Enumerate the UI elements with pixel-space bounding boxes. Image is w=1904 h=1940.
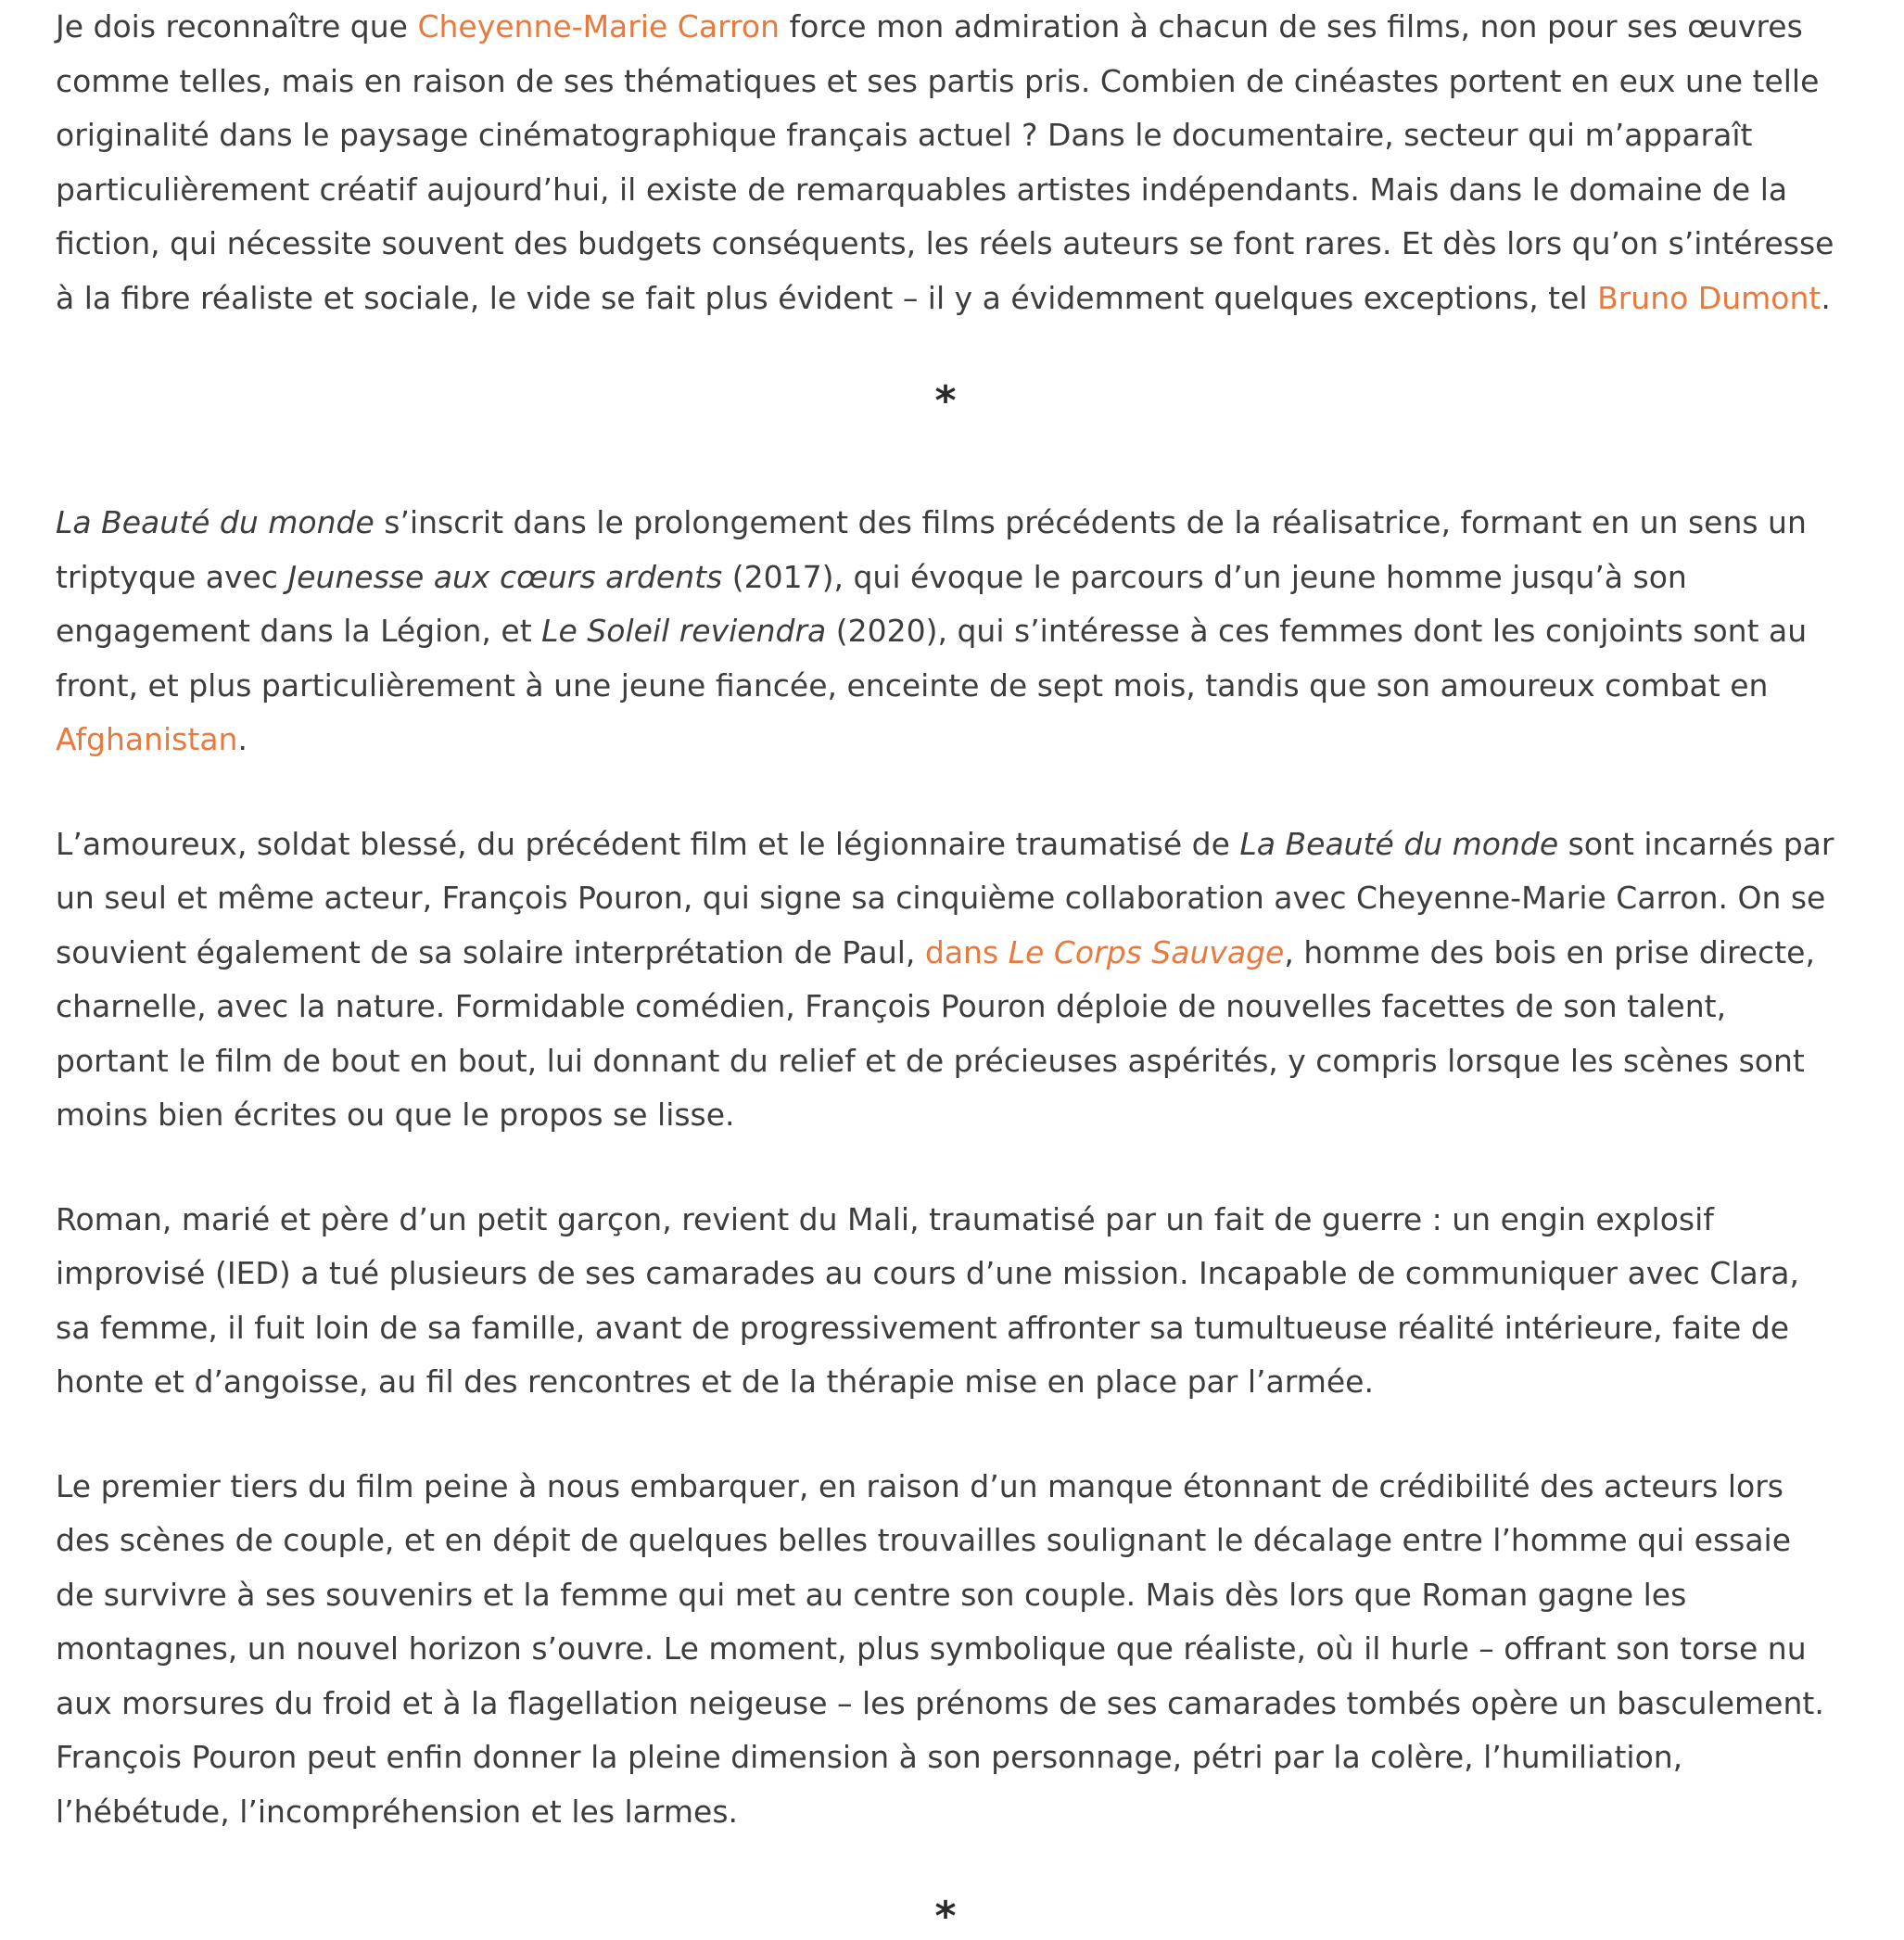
link-film-title: Le Corps Sauvage [1008,933,1285,970]
paragraph-text: sont incarnés par un seul et même acteur, François Pouron, qui signe sa cinquième collaboration avec Cheyenne-Marie Carron. On se souvient également de sa solaire interprétation de Paul, [56,825,1834,970]
paragraph-text: . [237,721,248,757]
link-le-corps-sauvage[interactable] [925,934,1284,970]
link-text: dans [924,933,1009,970]
paragraph-intro [56,0,1835,325]
paragraph-critique: Le premier tiers du film peine à nous embarquer, en raison d’un manque étonnant de crédibilité des acteurs lors des scènes de couple, et en dépit de quelques belles trouvailles soulignant le décalage entre l’homme qui essaie de survivre à ses souvenirs et la femme qui met au centre son couple. Mais dès lors que Roman gagne les montagnes, un nouvel horizon s’ouvre. Le moment, plus symbolique que réaliste, où il hurle – offrant son torse nu aux morsures du froid et à la flagellation neigeuse – les prénoms de ses camarades tombés opère un basculement. François Pouron peut enfin donner la pleine dimension à son personnage, pétri par la colère, l’humiliation, l’hébétude, l’incompréhension et les larmes. [56,1467,1824,1830]
paragraph-text: (2020), qui s’intéresse à ces femmes dont les conjoints sont au front, et plus particulièrement à une jeune fiancée, enceinte de sept mois, tandis que son amoureux combat en [56,613,1808,704]
film-title: Jeunesse aux cœurs ardents [287,558,723,595]
section-separator: * [934,1893,957,1940]
link-cheyenne-marie-carron[interactable]: Cheyenne-Marie Carron [417,8,781,44]
film-title: La Beauté du monde [1239,825,1559,862]
paragraph-text: Je dois reconnaître que [56,8,418,44]
section-separator: * [934,377,957,425]
paragraph-triptych [56,496,1835,767]
paragraph-text: L’amoureux, soldat blessé, du précédent film et le légionnaire traumatisé de [56,825,1240,862]
paragraph-text: force mon admiration à chacun de ses films, non pour ses œuvres comme telles, mais en raison de ses thématiques et ses partis pris. Combien de cinéastes portent en eux une telle originalité dans le paysage cinématographique français actuel ? Dans le documentaire, secteur qui m’apparaît particulièrement créatif aujourd’hui, il existe de remarquables artistes indépendants. Mais dans le domaine de la fiction, qui nécessite souvent des budgets conséquents, les réels auteurs se font rares. Et dès lors qu’on s’intéresse à la fibre réaliste et sociale, le vide se fait plus évident – il y a évidemment quelques exceptions, tel [56,8,1834,316]
paragraph-text: (2017), qui évoque le parcours d’un jeune homme jusqu’à son engagement dans la Légion, et [56,558,1687,649]
link-afghanistan[interactable]: Afghanistan [56,721,238,757]
paragraph-text: . [1821,279,1831,316]
paragraph-synopsis: Roman, marié et père d’un petit garçon, revient du Mali, traumatisé par un fait de guerre : un engin explosif improvisé (IED) a tué plusieurs de ses camarades au cours d’une mission. Incapable de communiquer avec Clara, sa femme, il fuit loin de sa famille, avant de progressivement affronter sa tumultueuse réalité intérieure, faite de honte et d’angoisse, au fil des rencontres et de la thérapie mise en place par l’armée. [56,1200,1800,1400]
paragraph-actor [56,818,1835,1143]
film-title: La Beauté du monde [56,504,374,540]
paragraph-text: , homme des bois en prise directe, charnelle, avec la nature. Formidable comédien, François Pouron déploie de nouvelles facettes de son talent, portant le film de bout en bout, lui donnant du relief et de précieuses aspérités, y compris lorsque les scènes sont moins bien écrites ou que le propos se lisse. [56,933,1815,1133]
article-body [56,0,1835,1940]
link-bruno-dumont[interactable]: Bruno Dumont [1597,279,1821,316]
paragraph-text: s’inscrit dans le prolongement des films précédents de la réalisatrice, formant en un sens un triptyque avec [56,504,1807,595]
film-title: Le Soleil reviendra [541,613,827,649]
